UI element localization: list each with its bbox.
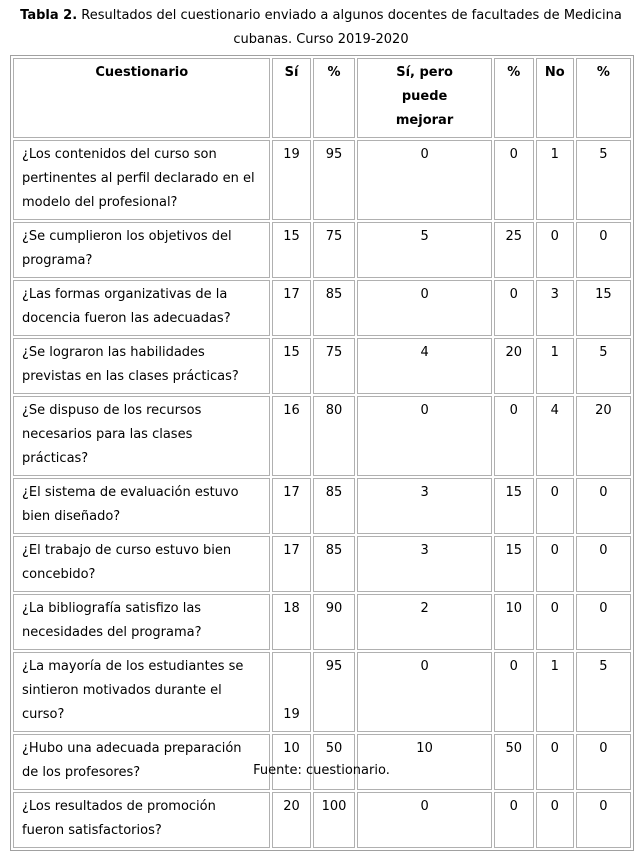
mejorar-percent-cell: 15: [494, 478, 534, 534]
table-row: [13, 280, 631, 336]
no-percent-cell: 5: [576, 652, 631, 732]
results-table: [10, 55, 634, 851]
si-percent-cell: 80: [313, 396, 356, 476]
si-cell: 18: [272, 594, 310, 650]
header-si-pero-puede-mejorar: Sí, pero puede mejorar: [357, 58, 491, 138]
table-row: [13, 338, 631, 394]
table-row: [13, 396, 631, 476]
mejorar-percent-cell: 25: [494, 222, 534, 278]
si-percent-cell: 75: [313, 222, 356, 278]
mejorar-cell: 3: [357, 478, 491, 534]
question-cell: ¿Se cumplieron los objetivos del programa?: [13, 222, 270, 278]
question-cell: ¿Los resultados de promoción fueron satisfactorios?: [13, 792, 270, 848]
si-cell: 10: [272, 734, 310, 790]
no-percent-cell: 5: [576, 140, 631, 220]
mejorar-cell: 0: [357, 280, 491, 336]
no-cell: 1: [536, 652, 574, 732]
mejorar-cell: 5: [357, 222, 491, 278]
no-percent-cell: 0: [576, 478, 631, 534]
mejorar-cell: 0: [357, 652, 491, 732]
question-cell: ¿Se dispuso de los recursos necesarios para las clases prácticas?: [13, 396, 270, 476]
si-percent-cell: 100: [313, 792, 356, 848]
question-cell: ¿La bibliografía satisfizo las necesidades del programa?: [13, 594, 270, 650]
mejorar-cell: 4: [357, 338, 491, 394]
no-percent-cell: 0: [576, 734, 631, 790]
mejorar-cell: 0: [357, 140, 491, 220]
si-cell: 17: [272, 280, 310, 336]
no-cell: 0: [536, 478, 574, 534]
si-cell: 17: [272, 478, 310, 534]
si-cell: 16: [272, 396, 310, 476]
si-percent-cell: 85: [313, 478, 356, 534]
mejorar-cell: 0: [357, 396, 491, 476]
no-percent-cell: 0: [576, 222, 631, 278]
no-cell: 1: [536, 140, 574, 220]
no-percent-cell: 0: [576, 594, 631, 650]
question-cell: ¿La mayoría de los estudiantes se sintieron motivados durante el curso?: [13, 652, 270, 732]
si-cell: 17: [272, 536, 310, 592]
no-cell: 0: [536, 536, 574, 592]
si-percent-cell: 75: [313, 338, 356, 394]
no-percent-cell: 5: [576, 338, 631, 394]
mejorar-percent-cell: 0: [494, 792, 534, 848]
mejorar-percent-cell: 20: [494, 338, 534, 394]
mejorar-cell: 3: [357, 536, 491, 592]
no-cell: 0: [536, 222, 574, 278]
si-percent-cell: 50: [313, 734, 356, 790]
header-si-percent: %: [313, 58, 356, 138]
si-cell: 19: [272, 652, 310, 732]
mejorar-percent-cell: 0: [494, 280, 534, 336]
table-row: [13, 594, 631, 650]
no-percent-cell: 15: [576, 280, 631, 336]
table-row: [13, 536, 631, 592]
mejorar-percent-cell: 10: [494, 594, 534, 650]
mejorar-percent-cell: 15: [494, 536, 534, 592]
no-cell: 3: [536, 280, 574, 336]
no-cell: 1: [536, 338, 574, 394]
header-si: Sí: [272, 58, 310, 138]
table-row: [13, 140, 631, 220]
header-mejorar-percent: %: [494, 58, 534, 138]
no-percent-cell: 0: [576, 792, 631, 848]
mejorar-percent-cell: 0: [494, 140, 534, 220]
table-row: [13, 222, 631, 278]
no-percent-cell: 0: [576, 536, 631, 592]
header-row: [13, 58, 631, 138]
question-cell: ¿El trabajo de curso estuvo bien concebido?: [13, 536, 270, 592]
mejorar-cell: 2: [357, 594, 491, 650]
question-cell: ¿Las formas organizativas de la docencia fueron las adecuadas?: [13, 280, 270, 336]
si-cell: 15: [272, 338, 310, 394]
si-percent-cell: 85: [313, 536, 356, 592]
no-cell: 0: [536, 792, 574, 848]
table-row: [13, 792, 631, 848]
caption-label: Tabla 2.: [20, 8, 78, 23]
question-cell: ¿El sistema de evaluación estuvo bien diseñado?: [13, 478, 270, 534]
header-no-percent: %: [576, 58, 631, 138]
table-caption: [8, 4, 634, 52]
no-cell: 4: [536, 396, 574, 476]
si-cell: 15: [272, 222, 310, 278]
si-percent-cell: 95: [313, 652, 356, 732]
question-cell: ¿Se lograron las habilidades previstas en las clases prácticas?: [13, 338, 270, 394]
mejorar-cell: 0: [357, 792, 491, 848]
si-percent-cell: 90: [313, 594, 356, 650]
mejorar-percent-cell: 0: [494, 652, 534, 732]
si-percent-cell: 85: [313, 280, 356, 336]
si-percent-cell: 95: [313, 140, 356, 220]
table-row: [13, 652, 631, 732]
question-cell: ¿Hubo una adecuada preparación de los profesores?: [13, 734, 270, 790]
si-cell: 19: [272, 140, 310, 220]
si-cell: 20: [272, 792, 310, 848]
no-percent-cell: 20: [576, 396, 631, 476]
question-cell: ¿Los contenidos del curso son pertinentes al perfil declarado en el modelo del profesional?: [13, 140, 270, 220]
table-source-note: Fuente: cuestionario.: [253, 763, 390, 778]
no-cell: 0: [536, 734, 574, 790]
table-row: [13, 478, 631, 534]
no-cell: 0: [536, 594, 574, 650]
header-no: No: [536, 58, 574, 138]
mejorar-percent-cell: 50: [494, 734, 534, 790]
caption-text: Resultados del cuestionario enviado a algunos docentes de facultades de Medicina cubanas. Curso 2019-2020: [81, 8, 622, 47]
mejorar-cell: 10: [357, 734, 491, 790]
mejorar-percent-cell: 0: [494, 396, 534, 476]
header-cuestionario: Cuestionario: [13, 58, 270, 138]
